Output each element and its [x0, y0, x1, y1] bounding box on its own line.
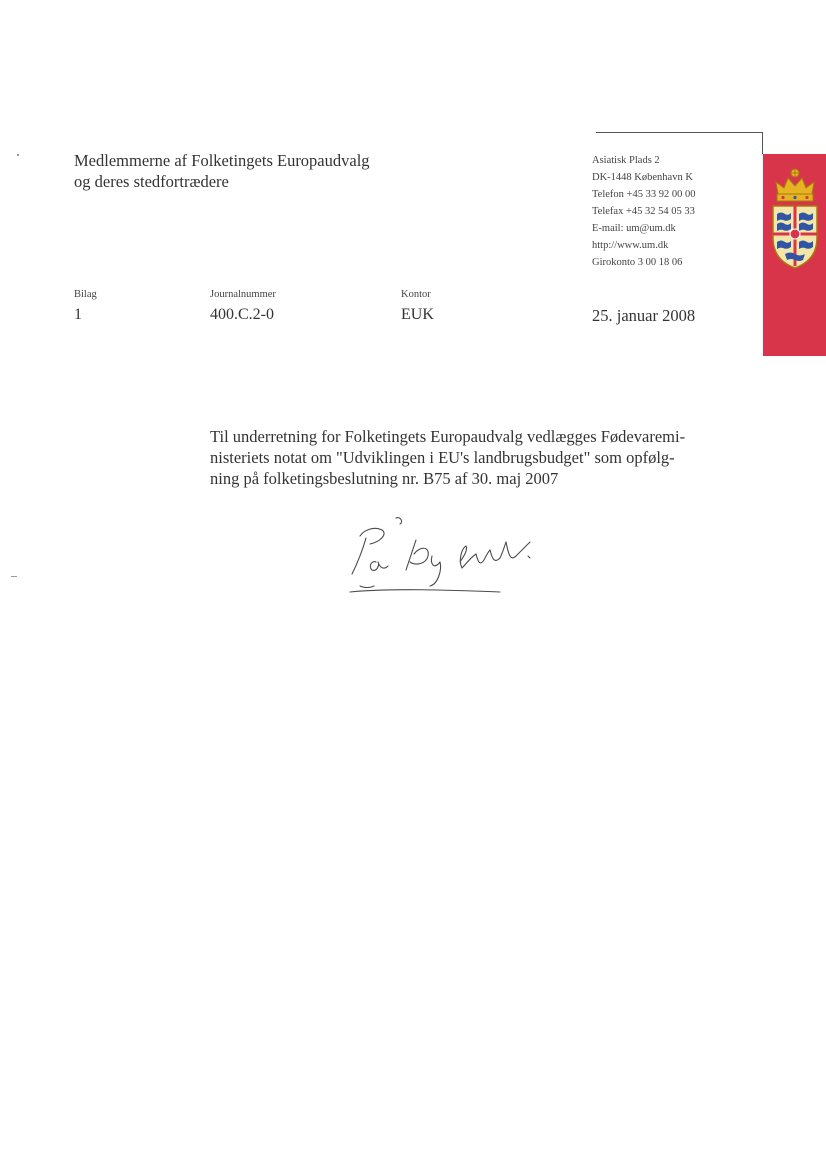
scan-speck — [17, 154, 19, 156]
body-line-2: nisteriets notat om "Udviklingen i EU's landbrugsbudget" som opfølg- — [210, 448, 675, 467]
header-rule-vertical — [762, 132, 763, 154]
body-line-3: ning på folketingsbeslutning nr. B75 af 30. maj 2007 — [210, 469, 559, 488]
journal-value: 400.C.2-0 — [210, 306, 274, 323]
kontor-value: EUK — [401, 306, 434, 323]
header-rule — [596, 132, 763, 133]
body-text — [210, 426, 720, 489]
address-web: http://www.um.dk — [592, 240, 669, 251]
address-email: E-mail: um@um.dk — [592, 223, 676, 234]
document-date: 25. januar 2008 — [592, 306, 696, 325]
address-phone: Telefon +45 33 92 00 00 — [592, 189, 696, 200]
address-street: Asiatisk Plads 2 — [592, 155, 660, 166]
recipient-line-2: og deres stedfortrædere — [74, 172, 229, 191]
handwritten-signature — [330, 512, 550, 612]
address-city: DK-1448 København K — [592, 172, 693, 183]
recipient-line-1: Medlemmerne af Folketingets Europaudvalg — [74, 151, 370, 170]
royal-coat-of-arms-icon — [768, 166, 822, 270]
body-line-1: Til underretning for Folketingets Europaudvalg vedlægges Fødevaremi- — [210, 427, 686, 446]
bilag-value: 1 — [74, 306, 82, 323]
sender-address — [592, 152, 695, 271]
address-fax: Telefax +45 32 54 05 33 — [592, 206, 695, 217]
address-giro: Girokonto 3 00 18 06 — [592, 257, 683, 268]
journal-label: Journalnummer — [210, 289, 276, 300]
bilag-label: Bilag — [74, 289, 97, 300]
recipient-block — [74, 150, 370, 192]
scan-speck — [11, 576, 17, 577]
kontor-label: Kontor — [401, 289, 431, 300]
